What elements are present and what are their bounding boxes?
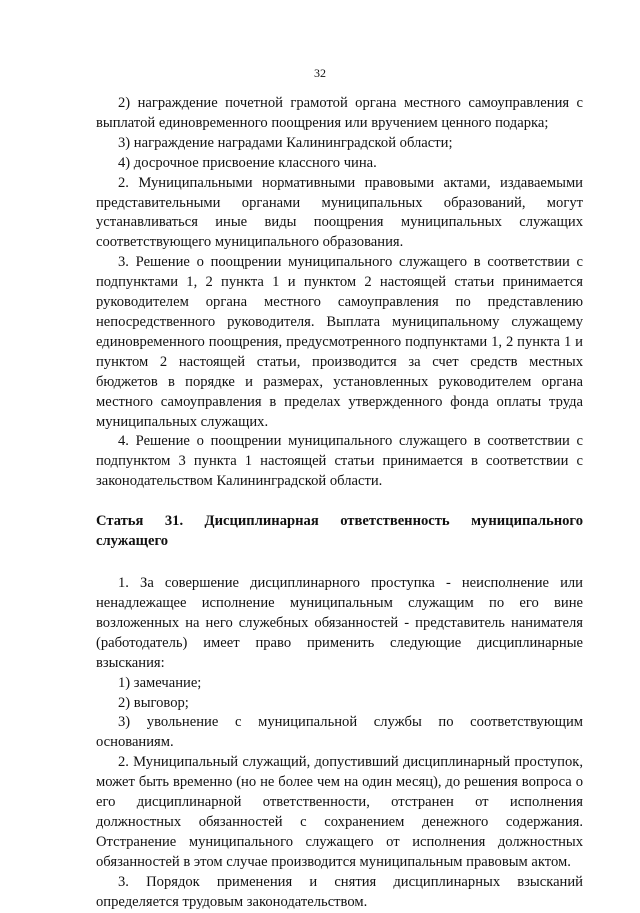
paragraph-4: 4. Решение о поощрении муниципального служащего в соответствии с подпунктом 3 пункта 1 настоящей статьи принимается в соответствии с законодательством Калининградской области. [96, 433, 583, 490]
article-paragraph-2: 2. Муниципальный служащий, допустивший дисциплинарный проступок, может быть временно (но не более чем на один месяц), до решения вопроса о его дисциплинарной ответственности, отстранен от исполнения должностных обязанностей с сохранением денежного содержания. Отстранение муниципального служащего от исполнения должностных обязанностей в этом случае производится муниципальным правовым актом. [96, 754, 583, 870]
paragraph-2: 2. Муниципальными нормативными правовыми актами, издаваемыми представительными органами муниципальных образований, могут устанавливаться иные виды поощрения муниципальных служащих соответствующего муниципального образования. [96, 174, 583, 251]
penalty-item-3: 3) увольнение с муниципальной службы по соответствующим основаниям. [96, 714, 583, 751]
list-item-4: 4) досрочное присвоение классного чина. [118, 154, 377, 171]
penalty-item-2: 2) выговор; [118, 694, 189, 711]
article-heading: Статья 31. Дисциплинарная ответственность муниципального служащего [96, 513, 583, 550]
page-number: 32 [314, 66, 326, 80]
article-paragraph-3: 3. Порядок применения и снятия дисциплинарных взысканий определяется трудовым законодательством. [96, 873, 583, 910]
list-item-3: 3) награждение наградами Калининградской области; [118, 134, 453, 151]
penalty-item-1: 1) замечание; [118, 674, 202, 691]
list-item-2: 2) награждение почетной грамотой органа местного самоуправления с выплатой единовременного поощрения или вручением ценного подарка; [96, 95, 583, 131]
document-body [96, 94, 583, 913]
paragraph-3: 3. Решение о поощрении муниципального служащего в соответствии с подпунктами 1, 2 пункта 1 и пунктом 2 настоящей статьи принимается руководителем органа местного самоуправления по представлению непосредственного руководителя. Выплата муниципальному служащему единовременного поощрения, предусмотренного подпунктами 1, 2 пункта 1 и пунктом 2 настоящей статьи, производится за счет средств местных бюджетов в порядке и размерах, установленных руководителем органа местного самоуправления в пределах утвержденного фонда оплаты труда муниципальных служащих. [96, 254, 583, 430]
article-paragraph-1: 1. За совершение дисциплинарного проступка - неисполнение или ненадлежащее исполнение муниципальным служащим по его вине возложенных на него служебных обязанностей - представитель нанимателя (работодатель) имеет право применить следующие дисциплинарные взыскания: [96, 575, 583, 671]
